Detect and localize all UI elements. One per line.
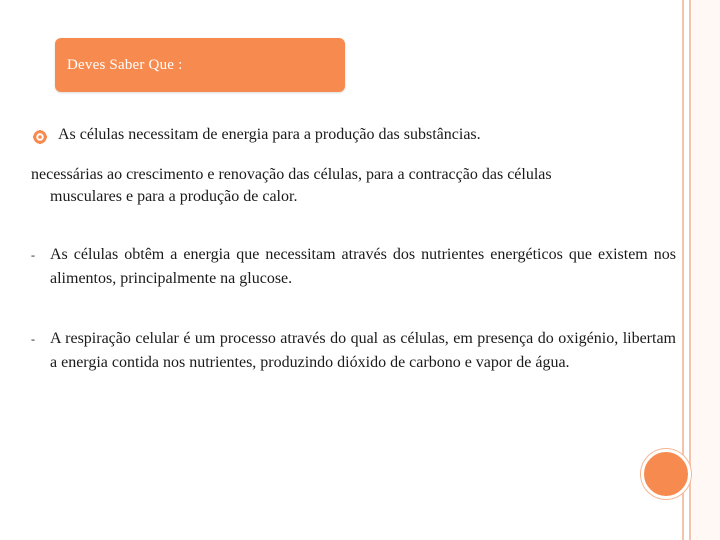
decorative-circle (641, 449, 691, 499)
list-item (31, 327, 676, 375)
list-item-text: As células obtêm a energia que necessitam através dos nutrientes energéticos que existem nos alimentos, principalmente na glucose. (50, 246, 676, 287)
intro-paragraph (31, 164, 681, 208)
list-item-text: A respiração celular é um processo através do qual as células, em presença do oxigénio, libertam a energia contida nos nutrientes, produzindo dióxido de carbono e vapor de água. (50, 330, 676, 371)
intro-line-1: As células necessitam de energia para a produção das substâncias. (58, 126, 481, 143)
list-item (31, 243, 676, 291)
settings-bullet-icon (33, 130, 47, 144)
edge-line-right (689, 0, 691, 540)
dash-marker: - (31, 248, 35, 262)
page-title: Deves Saber Que : (67, 57, 183, 73)
dash-marker: - (31, 332, 35, 346)
title-box (55, 38, 345, 92)
intro-line-2b: musculares e para a produção de calor. (50, 188, 298, 205)
edge-background (692, 0, 720, 540)
intro-line-2a: necessárias ao crescimento e renovação das células, para a contracção das células (31, 166, 552, 183)
